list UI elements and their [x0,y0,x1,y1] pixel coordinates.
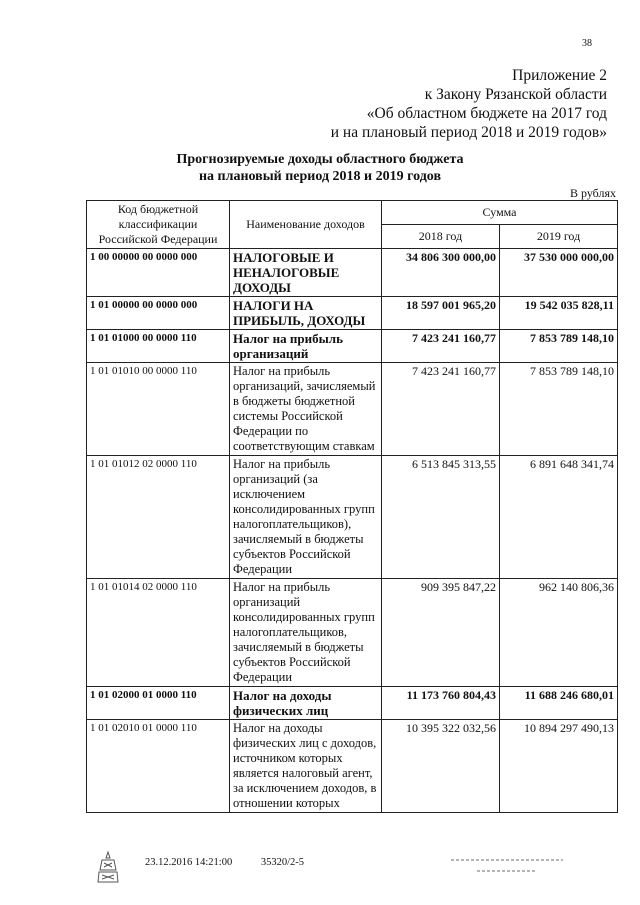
row-2018: 6 513 845 313,55 [382,456,500,579]
row-name: Налог на доходы физических лиц с доходов, источником которых является налоговый агент, за исключением доходов, в отношении которых [230,720,382,813]
table-row [87,330,618,363]
faded-stamp-icon [447,853,567,877]
appendix-line: к Закону Рязанской области [424,86,607,103]
units-label: В рублях [569,186,616,200]
row-2019: 10 894 297 490,13 [500,720,618,813]
row-2018: 18 597 001 965,20 [382,297,500,330]
row-name: Налог на прибыль организаций, зачисляемый в бюджеты бюджетной системы Российской Федерации по соответствующим ставкам [230,363,382,456]
footer [145,857,330,868]
title-line-1: Прогнозируемые доходы областного бюджета [176,152,464,167]
appendix-line: Приложение 2 [512,67,607,84]
table-row [87,456,618,579]
row-2019: 7 853 789 148,10 [500,363,618,456]
row-name: Налог на доходы физических лиц [230,687,382,720]
document-title [0,151,640,185]
row-2018: 7 423 241 160,77 [382,330,500,363]
row-name: НАЛОГИ НА ПРИБЫЛЬ, ДОХОДЫ [230,297,382,330]
appendix-line: и на плановый период 2018 и 2019 годов» [330,124,607,141]
row-2018: 909 395 847,22 [382,579,500,687]
footer-datetime: 23.12.2016 14:21:00 [145,857,233,868]
revenue-table [86,200,618,813]
title-line-2: на плановый период 2018 и 2019 годов [198,169,442,184]
row-2018: 10 395 322 032,56 [382,720,500,813]
row-2018: 34 806 300 000,00 [382,249,500,297]
table-row [87,363,618,456]
table-row [87,249,618,297]
row-name: Налог на прибыль организаций консолидированных групп налогоплательщиков, зачисляемый в бюджеты субъектов Российской Федерации [230,579,382,687]
row-code: 1 01 02000 01 0000 110 [87,687,230,720]
row-code: 1 01 02010 01 0000 110 [87,720,230,813]
row-2019: 37 530 000 000,00 [500,249,618,297]
row-code: 1 01 01010 00 0000 110 [87,363,230,456]
header-name: Наименование доходов [230,201,382,249]
appendix-block [287,66,607,142]
header-2019: 2019 год [500,225,618,249]
seal-icon [96,850,120,886]
table-row [87,297,618,330]
row-2018: 11 173 760 804,43 [382,687,500,720]
header-sum: Сумма [382,201,618,225]
table-row [87,720,618,813]
table-row [87,687,618,720]
row-name: Налог на прибыль организаций (за исключением консолидированных групп налогоплательщиков), зачисляемый в бюджеты субъектов Российской Федерации [230,456,382,579]
row-2019: 6 891 648 341,74 [500,456,618,579]
row-2019: 11 688 246 680,01 [500,687,618,720]
row-2019: 962 140 806,36 [500,579,618,687]
row-code: 1 01 01014 02 0000 110 [87,579,230,687]
row-code: 1 01 01012 02 0000 110 [87,456,230,579]
row-code: 1 00 00000 00 0000 000 [87,249,230,297]
row-code: 1 01 00000 00 0000 000 [87,297,230,330]
row-code: 1 01 01000 00 0000 110 [87,330,230,363]
row-name: Налог на прибыль организаций [230,330,382,363]
table-row [87,579,618,687]
footer-doc-id: 35320/2-5 [260,857,305,868]
header-2018: 2018 год [382,225,500,249]
header-code: Код бюджетной классификации Российской Федерации [87,201,230,249]
row-2019: 7 853 789 148,10 [500,330,618,363]
row-2019: 19 542 035 828,11 [500,297,618,330]
row-2018: 7 423 241 160,77 [382,363,500,456]
row-name: НАЛОГОВЫЕ И НЕНАЛОГОВЫЕ ДОХОДЫ [230,249,382,297]
page-number: 38 [582,38,592,49]
appendix-line: «Об областном бюджете на 2017 год [366,105,607,122]
